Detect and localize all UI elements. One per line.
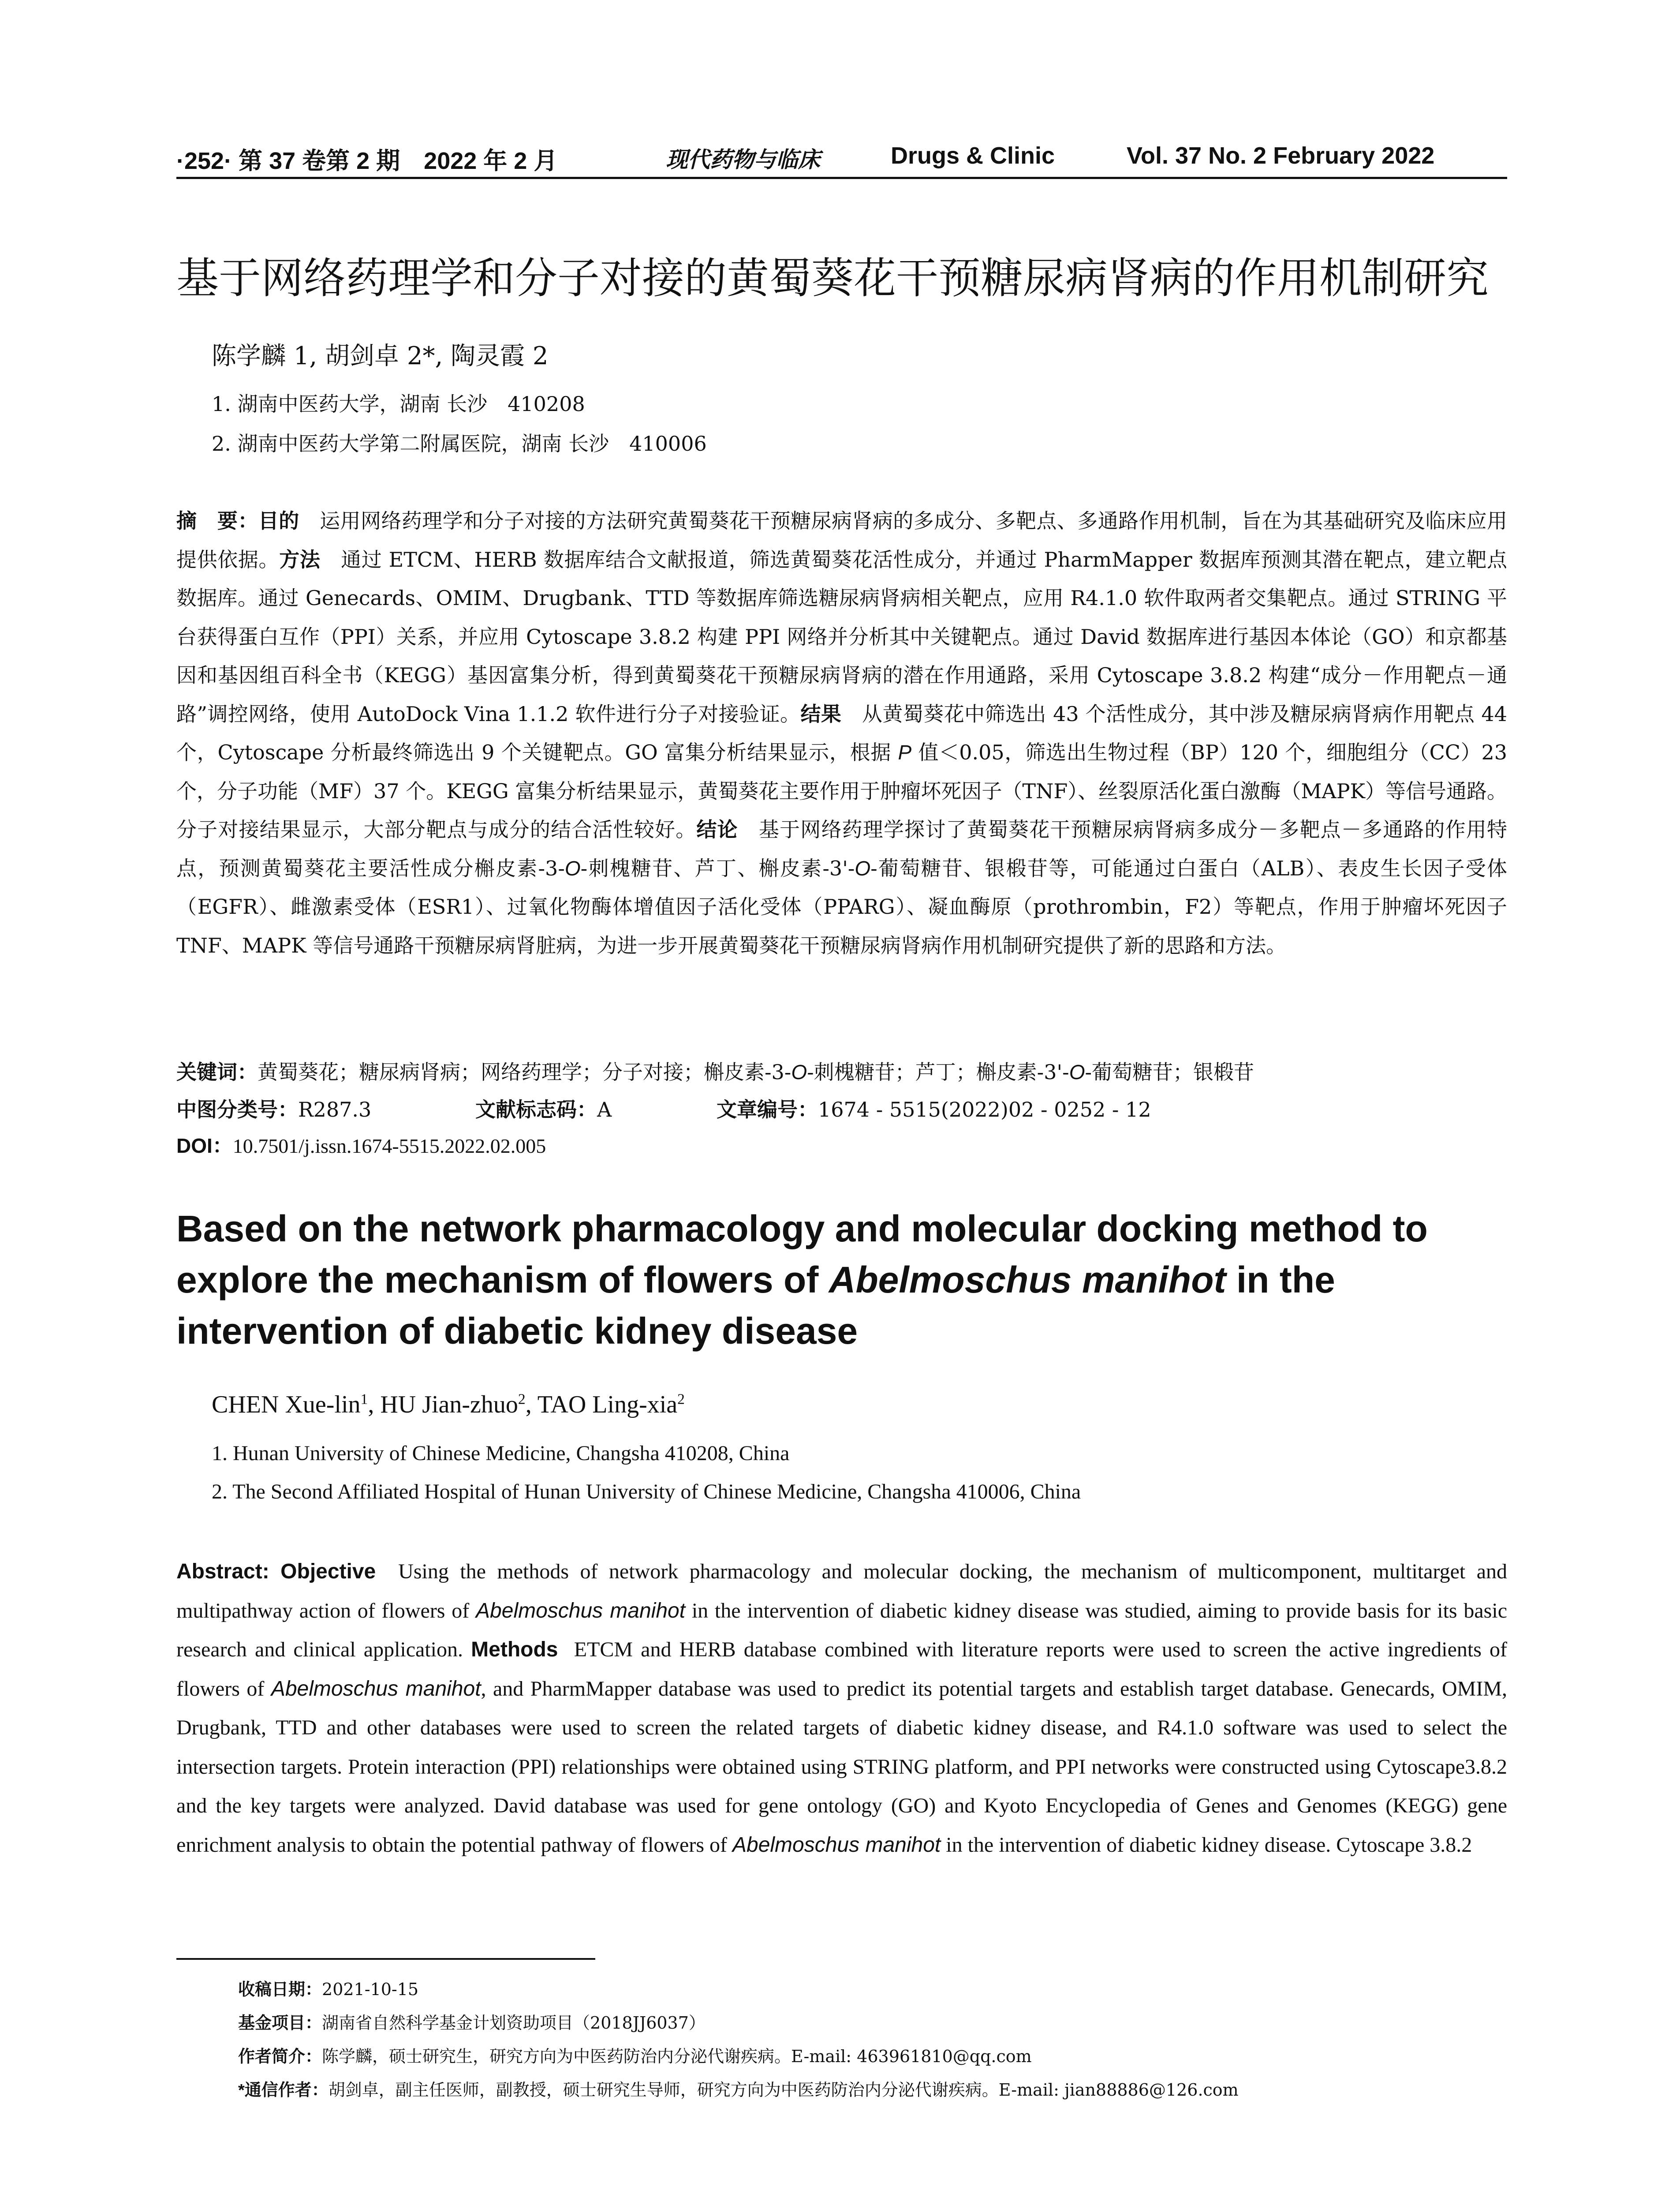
author-en-3-sup: 2 xyxy=(677,1391,685,1408)
author-en-2: , HU Jian-zhuo xyxy=(368,1391,518,1418)
doc-value: A xyxy=(597,1098,612,1121)
results-text-2: 值＜0.05，筛选出生物过程（BP）120 个，细胞组分（CC）23 个，分子功能（MF）37 个。KEGG 富集分析结果显示，黄蜀葵花主要作用于肿瘤坏死因子（TNF）、丝裂原活化蛋白激酶（MAPK）等信号通路。分子对接结果显示，大部分靶点与成分的结合活性较好。 xyxy=(176,740,1507,841)
keywords-label: 关键词： xyxy=(176,1061,258,1084)
species-en-3: Abelmoschus manihot xyxy=(732,1833,941,1857)
footnote-author xyxy=(238,2043,1032,2067)
methods-en-text-1: ETCM and HERB database combined with literature reports were used to screen the active ingredients of flowers of xyxy=(176,1638,1508,1700)
objective-en-text-1: Using the methods of network pharmacology and molecular docking, the mechanism of multicomponent, multitarget and multipathway action of flowers of xyxy=(176,1560,1508,1622)
doi-line xyxy=(176,1130,546,1159)
objective-label: 目的 xyxy=(258,509,299,532)
conclusion-text-3: -葡萄糖苷、银椴苷等，可能通过白蛋白（ALB）、表皮生长因子受体（EGFR）、雌激素受体（ESR1）、过氧化物酶体增值因子活化受体（PPARG）、凝血酶原（prothrombin，F2）等靶点，作用于肿瘤坏死因子 TNF、MAPK 等信号通路干预糖尿病肾脏病，为进一步开展黄蜀葵花干预糖尿病肾病作用机制研究提供了新的思路和方法。 xyxy=(176,856,1507,957)
doi-label: DOI： xyxy=(176,1134,233,1157)
header-journal-en: Drugs & Clinic xyxy=(891,142,1055,169)
conclusion-text-2: -刺槐糖苷、芦丁、槲皮素-3'- xyxy=(580,856,855,880)
keywords-text-1: 黄蜀葵花；糖尿病肾病；网络药理学；分子对接；槲皮素-3- xyxy=(258,1060,791,1084)
methods-en-text-2: , and PharmMapper database was used to predict its potential targets and establish target database. Genecards, OMIM, Drugbank, TTD and other databases were used to screen the related targets of diabetic kidney disease, and R4.1.0 software was used to select the intersection targets. Protein interaction (PPI) relationships were obtained using STRING platform, and PPI networks were constructed using Cytoscape3.8.2 and the key targets were analyzed. David database was used for gene ontology (GO) and Kyoto Encyclopedia of Genes and Genomes (KEGG) gene enrichment analysis to obtain the potential pathway of flowers of xyxy=(176,1677,1508,1857)
keywords-text-3: -葡萄糖苷；银椴苷 xyxy=(1085,1060,1254,1084)
footnote-rule xyxy=(176,1958,595,1960)
author-en-3: , TAO Ling-xia xyxy=(525,1391,678,1418)
affiliation-cn-2: 2. 湖南中医药大学第二附属医院，湖南 长沙 410006 xyxy=(212,432,707,456)
authors-cn: 陈学麟 1, 胡剑卓 2*, 陶灵霞 2 xyxy=(212,342,549,370)
author-en-2-sup: 2 xyxy=(518,1391,526,1408)
article-number xyxy=(717,1094,1151,1123)
doi-value[interactable]: 10.7501/j.issn.1674-5515.2022.02.005 xyxy=(232,1135,546,1157)
affiliation-cn-1: 1. 湖南中医药大学，湖南 长沙 410208 xyxy=(212,392,585,416)
footnote-received xyxy=(238,1976,418,2000)
abstract-cn xyxy=(176,502,1507,965)
footnote-received-label: 收稿日期： xyxy=(238,1981,322,1999)
footnote-corresponding-text: 胡剑卓，副主任医师，副教授，硕士研究生导师，研究方向为中医药防治内分泌代谢疾病。E-mail: jian88886@126.com xyxy=(328,2080,1239,2100)
abstract-cn-label: 摘 要： xyxy=(176,509,258,532)
header-page-info: ·252· 第 37 卷第 2 期 2022 年 2 月 xyxy=(176,148,558,174)
footnote-received-text: 2021-10-15 xyxy=(322,1980,419,1999)
conclusion-o1: O xyxy=(564,856,581,880)
header-rule xyxy=(176,177,1507,179)
header-journal-cn: 现代药物与临床 xyxy=(666,146,820,172)
footnote-fund xyxy=(238,2009,706,2033)
methods-en-label: Methods xyxy=(471,1638,558,1661)
title-en xyxy=(176,1203,1507,1357)
title-cn: 基于网络药理学和分子对接的黄蜀葵花干预糖尿病肾病的作用机制研究 xyxy=(176,254,1489,303)
abstract-en-label: Abstract: xyxy=(176,1560,269,1583)
species-en-2: Abelmoschus manihot xyxy=(271,1677,481,1700)
authors-en xyxy=(212,1390,685,1419)
abstract-en xyxy=(176,1552,1507,1865)
conclusion-o2: O xyxy=(855,856,871,880)
objective-en-text-2: in the intervention of diabetic kidney disease was studied, aiming to provide basis for its basic research and clinical application. xyxy=(176,1599,1508,1661)
keywords-o2: O xyxy=(1069,1061,1085,1084)
title-en-part-1: Based on the network pharmacology and molecular docking method to explore the mechanism of flowers of xyxy=(176,1208,1428,1301)
author-en-1: CHEN Xue-lin xyxy=(212,1391,361,1418)
footnote-author-text: 陈学麟，硕士研究生，研究方向为中医药防治内分泌代谢疾病。E-mail: 463961810@qq.com xyxy=(322,2047,1032,2066)
classification-line xyxy=(176,1094,371,1123)
footnote-fund-text: 湖南省自然科学基金计划资助项目（2018JJ6037） xyxy=(322,2013,706,2033)
results-label: 结果 xyxy=(800,702,842,725)
footnote-fund-label: 基金项目： xyxy=(238,2014,322,2033)
keywords-text-2: -刺槐糖苷；芦丁；槲皮素-3'- xyxy=(807,1060,1069,1084)
title-en-part-2: in the intervention of diabetic kidney disease xyxy=(176,1259,1335,1352)
keywords-o1: O xyxy=(791,1061,807,1084)
methods-text: 通过 ETCM、HERB 数据库结合文献报道，筛选黄蜀葵花活性成分，并通过 PharmMapper 数据库预测其潜在靶点，建立靶点数据库。通过 Genecards、OMIM、Drugbank、TTD 等数据库筛选糖尿病肾病相关靶点，应用 R4.1.0 软件取两者交集靶点。通过 STRING 平台获得蛋白互作（PPI）关系，并应用 Cytoscape 3.8.2 构建 PPI 网络并分析其中关键靶点。通过 David 数据库进行基因本体论（GO）和京都基因和基因组百科全书（KEGG）基因富集分析，得到黄蜀葵花干预糖尿病肾病的潜在作用通路，采用 Cytoscape 3.8.2 构建“成分－作用靶点－通路”调控网络，使用 AutoDock Vina 1.1.2 软件进行分子对接验证。 xyxy=(176,547,1507,726)
article-value: 1674 - 5515(2022)02 - 0252 - 12 xyxy=(818,1098,1151,1121)
title-en-species: Abelmoschus manihot xyxy=(829,1259,1226,1301)
results-text-1: 从黄蜀葵花中筛选出 43 个活性成分，其中涉及糖尿病肾病作用靶点 44 个，Cytoscape 分析最终筛选出 9 个关键靶点。GO 富集分析结果显示，根据 xyxy=(176,702,1508,764)
author-en-1-sup: 1 xyxy=(360,1391,368,1408)
species-en-1: Abelmoschus manihot xyxy=(476,1599,686,1622)
affiliation-en-1: 1. Hunan University of Chinese Medicine, Changsha 410208, China xyxy=(212,1442,790,1465)
footnote-author-label: 作者简介： xyxy=(238,2048,322,2066)
footnote-corresponding xyxy=(238,2076,1239,2100)
objective-en-label: Objective xyxy=(280,1560,376,1583)
conclusion-text-1: 基于网络药理学探讨了黄蜀葵花干预糖尿病肾病多成分－多靶点－多通路的作用特点，预测黄蜀葵花主要活性成分槲皮素-3- xyxy=(176,818,1508,880)
methods-label: 方法 xyxy=(279,548,321,571)
footnote-corresponding-label: *通信作者： xyxy=(238,2081,329,2100)
results-p: P xyxy=(898,741,912,764)
objective-text: 运用网络药理学和分子对接的方法研究黄蜀葵花干预糖尿病肾病的多成分、多靶点、多通路作用机制，旨在为其基础研究及临床应用提供依据。 xyxy=(176,509,1507,572)
doc-code xyxy=(475,1094,612,1123)
clc-value: R287.3 xyxy=(298,1098,372,1121)
methods-en-text-3: in the intervention of diabetic kidney disease. Cytoscape 3.8.2 xyxy=(941,1833,1472,1857)
affiliation-en-2: 2. The Second Affiliated Hospital of Hunan University of Chinese Medicine, Changsha 410006, China xyxy=(212,1480,1081,1503)
keywords-cn xyxy=(176,1056,1254,1085)
article-label: 文章编号： xyxy=(717,1098,818,1121)
header-volume: Vol. 37 No. 2 February 2022 xyxy=(1127,142,1435,169)
clc-label: 中图分类号： xyxy=(176,1098,298,1121)
doc-label: 文献标志码： xyxy=(475,1098,597,1121)
conclusion-label: 结论 xyxy=(696,818,738,841)
